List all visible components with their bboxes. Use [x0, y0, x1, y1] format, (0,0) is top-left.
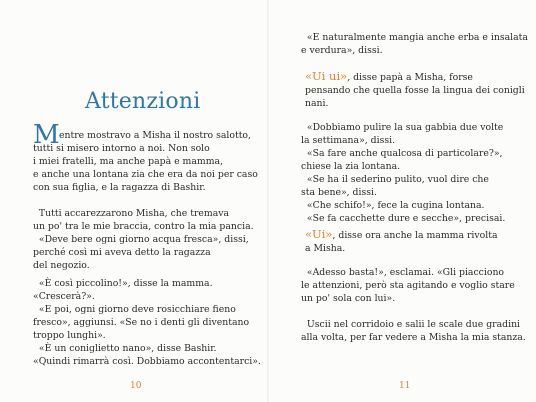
paragraph-1-first-line: entre mostravo a Misha il nostro salotto, [59, 130, 251, 141]
paragraph-r3: «Dobbiamo pulire la sua gabbia due volte la settimana», dissi. «Sa fare anche qualcosa di particolare?», chiese la zia lontana. «Se ha il sederino pulito, vuol dire che sta bene», dissi. «Che schifo!», fece la cugina lontana. «Se fa cacchette dure e secche», precisai. [301, 122, 506, 224]
paragraph-r6: Uscii nel corridoio e salii le scale due gradini alla volta, per far vedere a Misha la mia stanza. [301, 319, 526, 343]
chapter-title: Attenzioni [85, 88, 201, 114]
right-page [268, 0, 536, 402]
drop-cap: M [33, 120, 60, 150]
paragraph-r4: a Misha. [305, 243, 346, 254]
paragraph-1: tutti si misero intorno a noi. Non solo i miei fratelli, ma anche papà e mamma, e anche una lontana zia che era da noi per caso con sua figlia, e la ragazza di Bashir. [33, 143, 258, 193]
paragraph-r4-first-line: «Ui», disse ora anche la mamma rivolta [305, 227, 498, 241]
paragraph-r1: «E naturalmente mangia anche erba e insalata e verdura», dissi. [301, 32, 528, 56]
paragraph-r5: «Adesso basta!», esclamai. «Gli piacciono le attenzioni, però sta agitando e voglio stare un po' sola con lui». [301, 267, 515, 304]
page-number-left: 10 [130, 381, 142, 391]
ui-exclamation: «Ui» [305, 227, 333, 241]
paragraph-2: Tutti accarezzarono Misha, che tremava un po' tra le mie braccia, contro la mia pancia. «Deve bere ogni giorno acqua fresca», dissi, perché così mi aveva detto la ragazza del negozio. [33, 208, 254, 271]
page-number-right: 11 [399, 381, 411, 391]
ui-ui-exclamation: «Ui ui» [305, 69, 348, 83]
paragraph-r2-first-line: «Ui ui», disse papà a Misha, forse [305, 69, 473, 83]
paragraph-3: «È così piccolino!», disse la mamma. «Crescerà?». «E poi, ogni giorno deve rosicchiare fieno fresco», aggiunsi. «Se no i denti gli diventano troppo lunghi». «È un coniglietto nano», disse Bashir. «Quindi rimarrà così. Dobbiamo accontentarci». [33, 278, 261, 367]
paragraph-r2: pensando che quella fosse la lingua dei conigli nani. [305, 85, 525, 109]
